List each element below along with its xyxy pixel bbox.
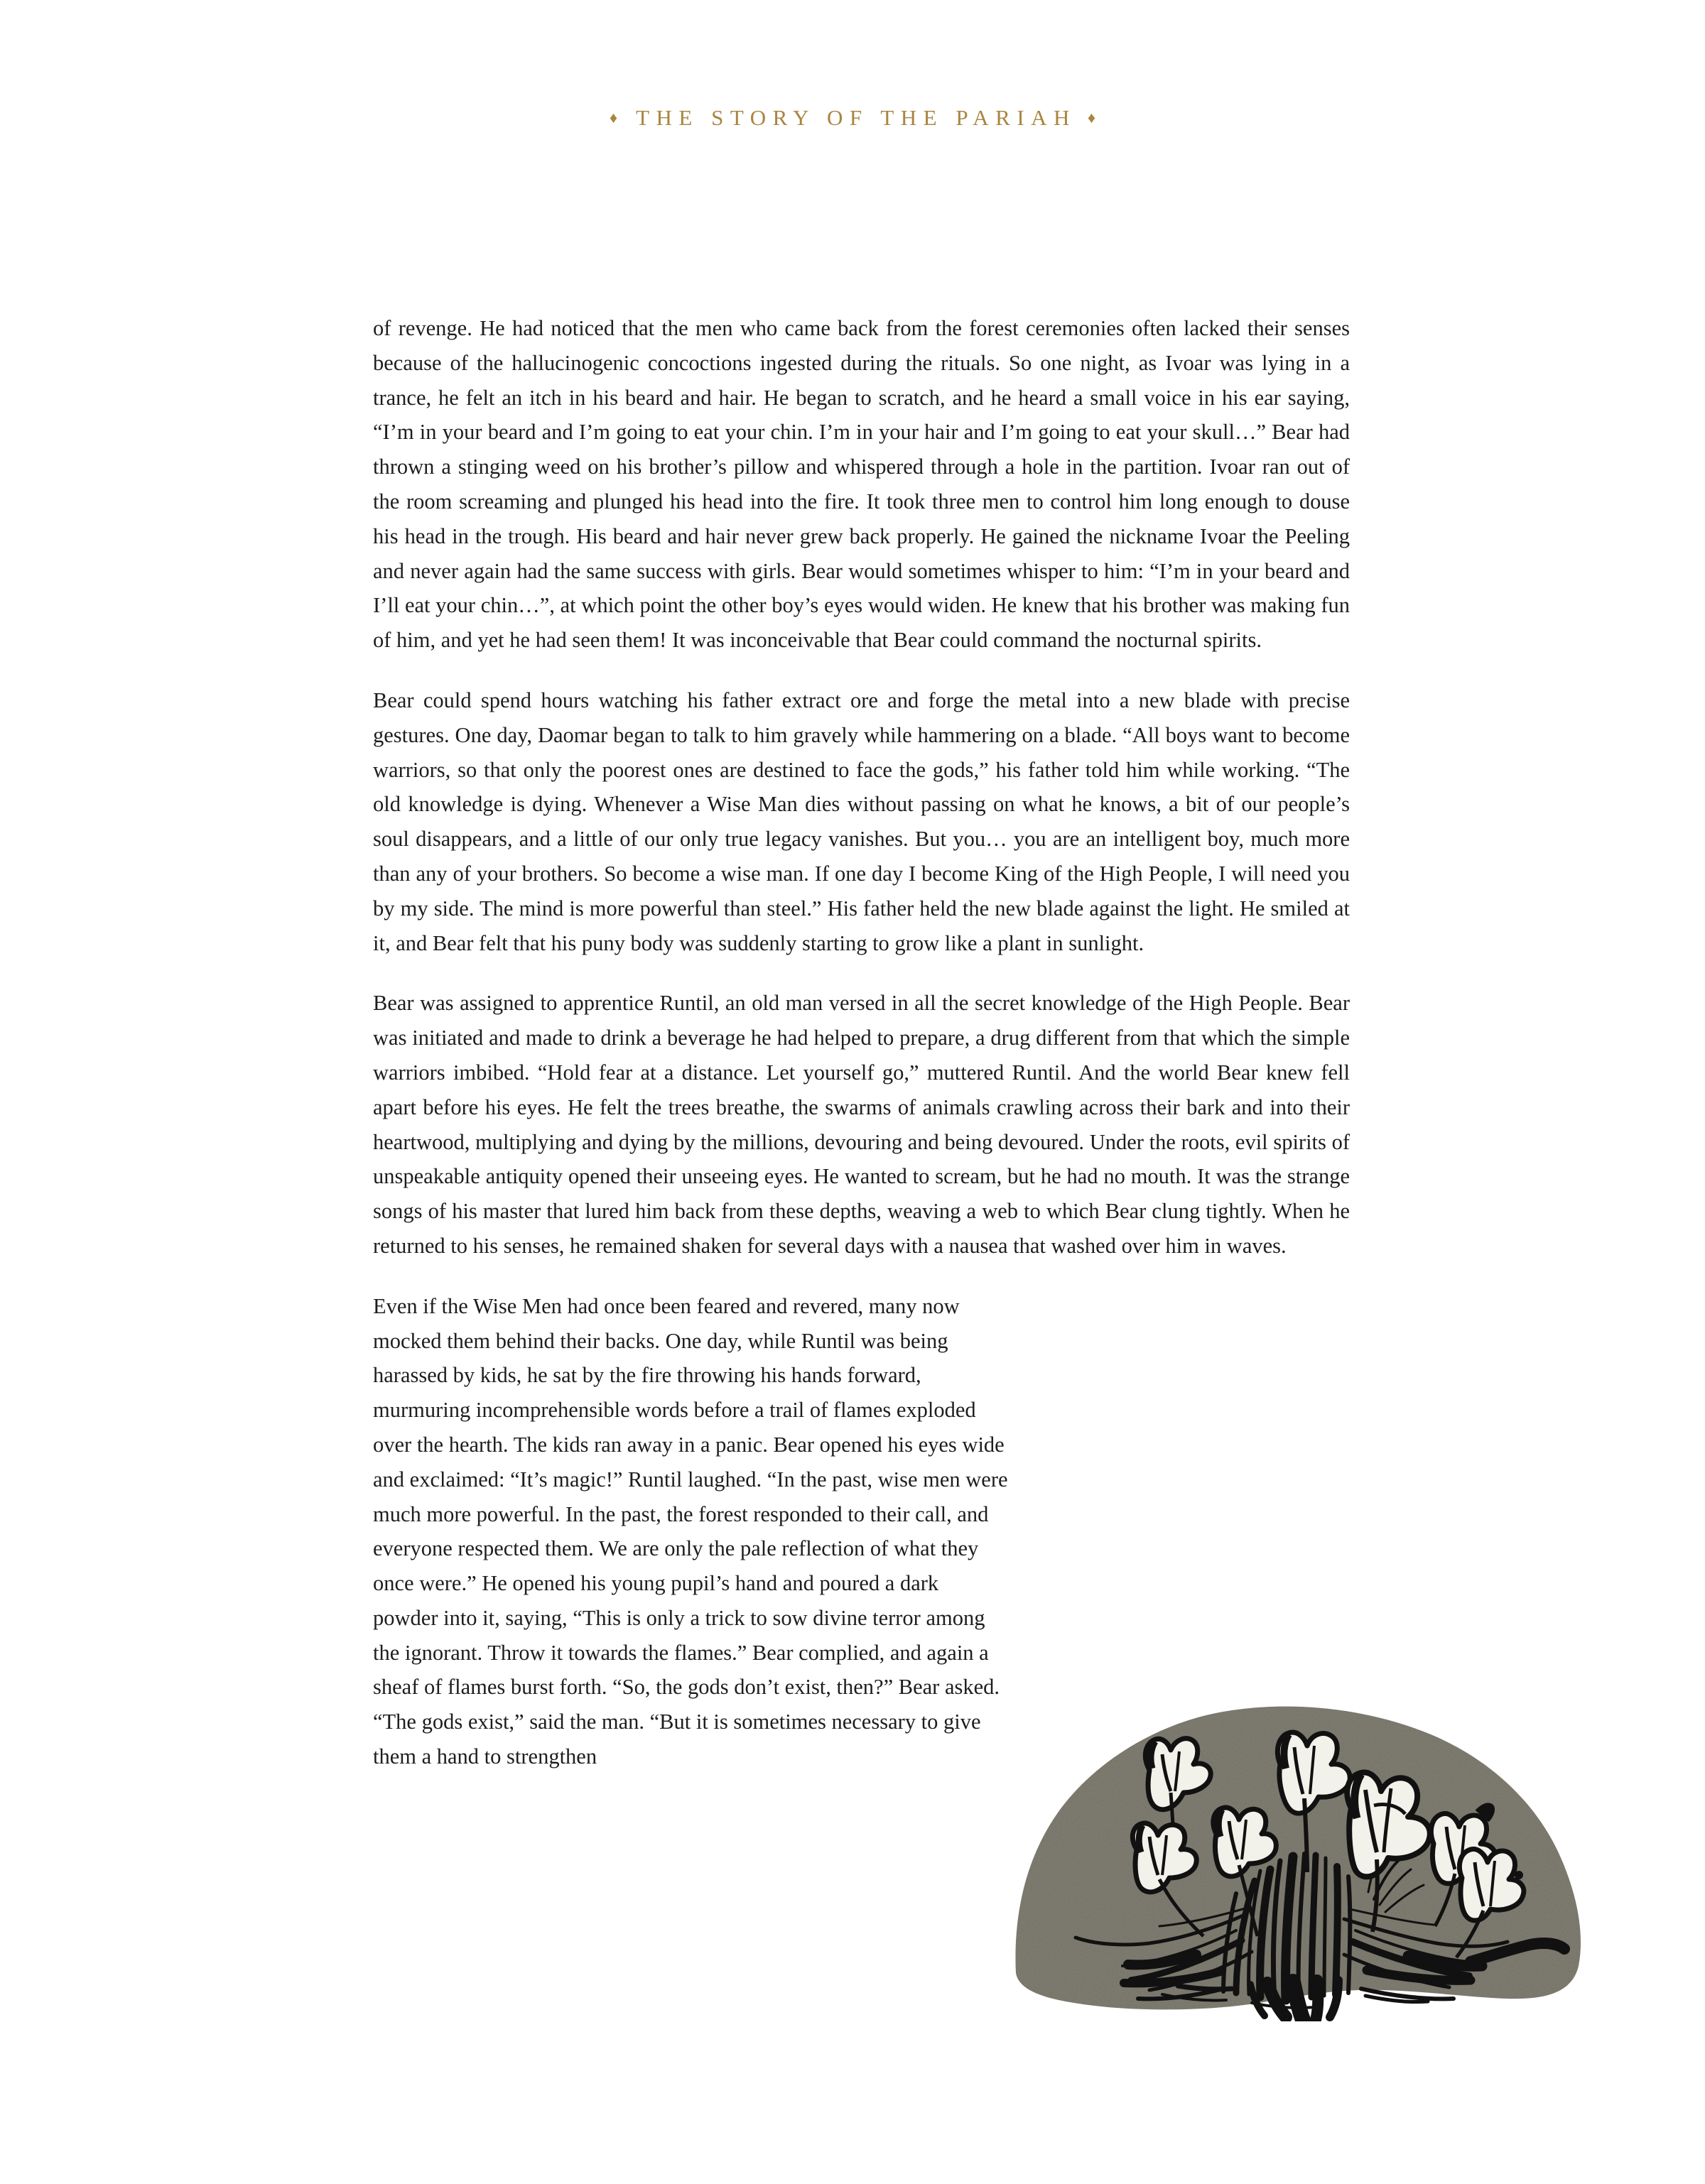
paragraph-3: Bear was assigned to apprentice Runtil, an old man versed in all the secret knowledge of the High People. Bear was initiated and made to drink a beverage he had helped to prepare, a drug different from that which the simple warriors imbibed. “Hold fear at a distance. Let yourself go,” muttered Runtil. And the world Bear knew fell apart before his eyes. He felt the trees breathe, the swarms of animals crawling across their bark and into their heartwood, multiplying and dying by the millions, devouring and being devoured. Under the roots, evil spirits of unspeakable antiquity opened their unseeing eyes. He wanted to scream, but he had no mouth. It was the strange songs of his master that lured him back from these depths, weaving a web to which Bear clung tightly. When he returned to his senses, he remained shaken for several days with a nausea that washed over him in waves. (373, 991, 1350, 1258)
diamond-ornament-left-icon: ♦ (609, 109, 618, 126)
running-head-title: THE STORY OF THE PARIAH (636, 105, 1076, 130)
crocus-flowers-on-stone-illustration (1010, 1702, 1586, 2021)
paragraph-2: Bear could spend hours watching his father extract ore and forge the metal into a new blade with precise gestures. One day, Daomar began to talk to him gravely while hammering on a blade. “All boys want to become warriors, so that only the poorest ones are destined to face the gods,” his father told him while working. “The old knowledge is dying. Whenever a Wise Man dies without passing on what he knows, a bit of our people’s soul disappears, and a little of our only true legacy vanishes. But you… you are an intelligent boy, much more than any of your brothers. So become a wise man. If one day I become King of the High People, I will need you by my side. The mind is more powerful than steel.” His father held the new blade against the light. He smiled at it, and Bear felt that his puny body was suddenly starting to grow like a plant in sunlight. (373, 688, 1350, 955)
running-head (0, 105, 1705, 131)
paragraph-1: of revenge. He had noticed that the men who came back from the forest ceremonies often lacked their senses because of the hallucinogenic concoctions ingested during the rituals. So one night, as Ivoar was lying in a trance, he felt an itch in his beard and hair. He began to scratch, and he heard a small voice in his ear saying, “I’m in your beard and I’m going to eat your chin. I’m in your hair and I’m going to eat your skull…” Bear had thrown a stinging weed on his brother’s pillow and whispered through a hole in the partition. Ivoar ran out of the room screaming and plunged his head into the fire. It took three men to control him long enough to douse his head in the trough. His beard and hair never grew back properly. He gained the nickname Ivoar the Peeling and never again had the same success with girls. Bear would sometimes whisper to him: “I’m in your beard and I’ll eat your chin…”, at which point the other boy’s eyes would widen. He knew that his brother was making fun of him, and yet he had seen them! It was inconceivable that Bear could command the nocturnal spirits. (373, 316, 1350, 653)
paragraph-4: Even if the Wise Men had once been feared and revered, many now mocked them behind their backs. One day, while Runtil was being harassed by kids, he sat by the fire throwing his hands forward, murmuring incomprehensible words before a trail of flames exploded over the hearth. The kids ran away in a panic. Bear opened his eyes wide and exclaimed: “It’s magic!” Runtil laughed. “In the past, wise men were much more powerful. In the past, the forest responded to their call, and everyone respected them. We are only the pale reflection of what they once were.” He opened his young pupil’s hand and poured a dark powder into it, saying, “This is only a trick to sow divine terror among the ignorant. Throw it towards the flames.” Bear complied, and again a sheaf of flames burst forth. “So, the gods don’t exist, then?” Bear asked. “The gods exist,” said the man. “But it is sometimes necessary to give them a hand to strengthen (373, 1293, 1008, 1769)
body-text-block (373, 311, 1350, 1896)
diamond-ornament-right-icon: ♦ (1087, 109, 1096, 126)
illustration-svg (1010, 1702, 1586, 2021)
